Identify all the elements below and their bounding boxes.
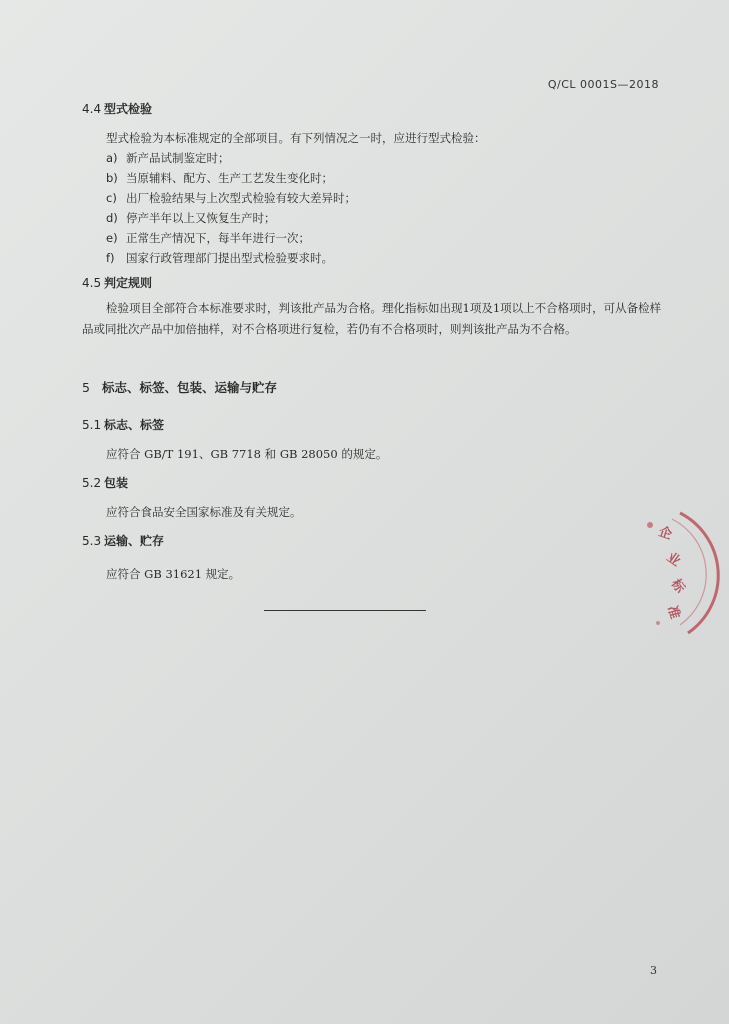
list-item: e) 正常生产情况下，每半年进行一次； [106,231,310,245]
section-number: 5.3 [82,534,102,548]
list-item: c) 出厂检验结果与上次型式检验有较大差异时； [106,191,356,205]
section-4-4-intro: 型式检验为本标准规定的全部项目。有下列情况之一时，应进行型式检验： [106,131,486,145]
section-5-2-heading [82,474,128,491]
end-rule [264,610,426,611]
section-5-3-heading [82,532,164,549]
section-number: 4.5 [82,276,102,290]
section-4-5-heading [82,274,152,291]
svg-text:业: 业 [663,549,683,570]
section-number: 4.4 [82,102,102,116]
section-4-4-heading [82,100,152,117]
section-number: 5.2 [82,476,102,490]
list-item: f) 国家行政管理部门提出型式检验要求时。 [106,251,333,265]
section-5-1-heading [82,416,164,433]
page-number: 3 [650,964,657,977]
section-4-5-body: 检验项目全部符合本标准要求时，判该批产品为合格。理化指标如出现1项及1项以上不合格项时，可从备检样品或同批次产品中加倍抽样，对不合格项进行复检，若仍有不合格项时，则判该批产品为不合格。 [82,301,662,336]
list-item: d) 停产半年以上又恢复生产时； [106,211,276,225]
svg-text:准: 准 [664,604,682,621]
company-seal-icon [628,505,728,640]
section-number: 5 [82,380,90,395]
svg-text:企: 企 [656,524,674,543]
section-title: 包装 [104,476,129,490]
section-5-2-body: 应符合食品安全国家标准及有关规定。 [106,505,302,519]
svg-text:标: 标 [667,576,688,596]
section-number: 5.1 [82,418,102,432]
list-item: b) 当原辅料、配方、生产工艺发生变化时； [106,171,333,185]
section-5-1-body: 应符合 GB/T 191、GB 7718 和 GB 28050 的规定。 [106,447,388,461]
section-title: 判定规则 [104,276,153,290]
standard-code: Q/CL 0001S—2018 [547,78,659,91]
section-title: 标志、标签 [104,418,165,432]
section-5-heading [82,378,277,396]
section-5-3-body: 应符合 GB 31621 规定。 [106,567,241,581]
section-title: 标志、标签、包装、运输与贮存 [102,380,278,395]
list-item: a) 新产品试制鉴定时； [106,151,230,165]
section-title: 运输、贮存 [104,534,165,548]
section-title: 型式检验 [104,102,153,116]
